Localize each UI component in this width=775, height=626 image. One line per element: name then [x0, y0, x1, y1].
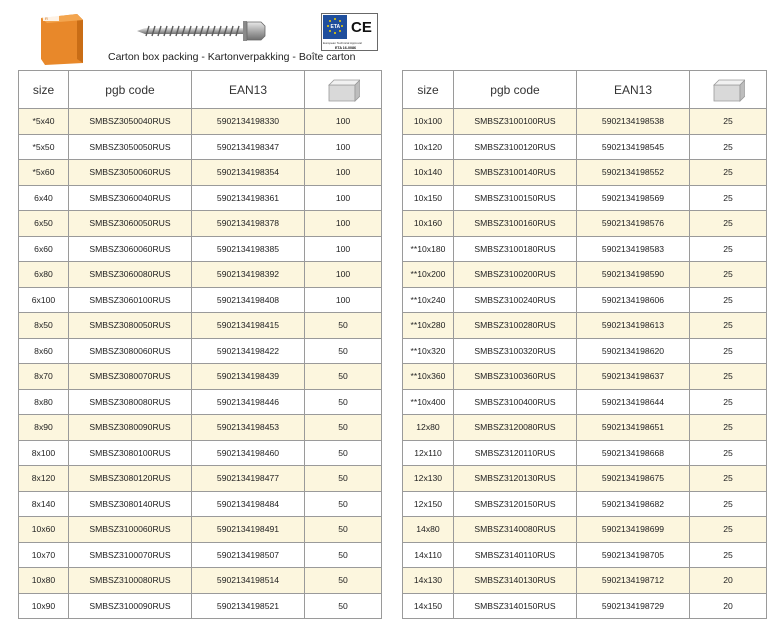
table-row [403, 262, 767, 288]
cell-ean13: 5902134198361 [192, 185, 305, 211]
table-row [403, 185, 767, 211]
table-row [19, 338, 382, 364]
cell-size: 8x70 [19, 364, 69, 390]
cell-pgb-code: SMBSZ3100180RUS [454, 236, 577, 262]
cell-pgb-code: SMBSZ3060100RUS [69, 287, 192, 313]
cell-ean13: 5902134198712 [577, 568, 690, 594]
cell-quantity: 100 [305, 160, 382, 186]
cell-ean13: 5902134198699 [577, 517, 690, 543]
cell-quantity: 50 [305, 466, 382, 492]
cell-pgb-code: SMBSZ3100320RUS [454, 338, 577, 364]
table-row [19, 466, 382, 492]
cell-ean13: 5902134198491 [192, 517, 305, 543]
header [0, 0, 775, 68]
cell-size: 14x130 [403, 568, 454, 594]
column-header-size: size [19, 71, 69, 109]
table-row [19, 542, 382, 568]
table-row [19, 262, 382, 288]
cell-quantity: 100 [305, 211, 382, 237]
cell-quantity: 50 [305, 415, 382, 441]
cell-quantity: 25 [690, 338, 767, 364]
cell-ean13: 5902134198668 [577, 440, 690, 466]
cell-quantity: 50 [305, 542, 382, 568]
cell-pgb-code: SMBSZ3050040RUS [69, 109, 192, 135]
cell-quantity: 25 [690, 542, 767, 568]
cell-ean13: 5902134198637 [577, 364, 690, 390]
cell-ean13: 5902134198422 [192, 338, 305, 364]
cell-size: **10x400 [403, 389, 454, 415]
cell-quantity: 50 [305, 593, 382, 619]
cell-size: 10x160 [403, 211, 454, 237]
cell-pgb-code: SMBSZ3100060RUS [69, 517, 192, 543]
cell-quantity: 50 [305, 517, 382, 543]
table-row [403, 287, 767, 313]
cell-pgb-code: SMBSZ3080120RUS [69, 466, 192, 492]
cell-pgb-code: SMBSZ3100200RUS [454, 262, 577, 288]
cell-pgb-code: SMBSZ3100120RUS [454, 134, 577, 160]
cell-size: **10x240 [403, 287, 454, 313]
cell-size: 8x90 [19, 415, 69, 441]
cell-pgb-code: SMBSZ3140130RUS [454, 568, 577, 594]
eta-ce-logo [321, 13, 378, 51]
packing-table-right [402, 70, 767, 619]
table-row [19, 517, 382, 543]
cell-size: 12x80 [403, 415, 454, 441]
cell-ean13: 5902134198354 [192, 160, 305, 186]
cell-ean13: 5902134198392 [192, 262, 305, 288]
table-row [19, 415, 382, 441]
cell-ean13: 5902134198729 [577, 593, 690, 619]
packing-table-left [18, 70, 382, 619]
concrete-screw-image [135, 18, 267, 44]
cell-ean13: 5902134198651 [577, 415, 690, 441]
table-row [403, 568, 767, 594]
cell-pgb-code: SMBSZ3080100RUS [69, 440, 192, 466]
cell-pgb-code: SMBSZ3060040RUS [69, 185, 192, 211]
cell-pgb-code: SMBSZ3060060RUS [69, 236, 192, 262]
cell-ean13: 5902134198477 [192, 466, 305, 492]
table-row [403, 491, 767, 517]
carton-box-icon [326, 77, 360, 103]
cell-size: 14x150 [403, 593, 454, 619]
cell-size: 12x150 [403, 491, 454, 517]
cell-quantity: 100 [305, 262, 382, 288]
cell-quantity: 25 [690, 236, 767, 262]
table-row [19, 313, 382, 339]
column-header-pgb-code: pgb code [454, 71, 577, 109]
cell-size: 14x110 [403, 542, 454, 568]
cell-pgb-code: SMBSZ3120080RUS [454, 415, 577, 441]
cell-ean13: 5902134198378 [192, 211, 305, 237]
cell-quantity: 25 [690, 109, 767, 135]
eta-logo-icon [321, 13, 378, 51]
cell-ean13: 5902134198330 [192, 109, 305, 135]
cell-quantity: 25 [690, 287, 767, 313]
cell-ean13: 5902134198415 [192, 313, 305, 339]
cell-quantity: 25 [690, 262, 767, 288]
svg-text:ETA: ETA [330, 24, 341, 30]
cell-pgb-code: SMBSZ3080050RUS [69, 313, 192, 339]
table-row [403, 466, 767, 492]
cell-size: **10x320 [403, 338, 454, 364]
table-row [403, 313, 767, 339]
cell-pgb-code: SMBSZ3080090RUS [69, 415, 192, 441]
cell-size: *5x50 [19, 134, 69, 160]
cell-ean13: 5902134198439 [192, 364, 305, 390]
table-row [403, 364, 767, 390]
cell-size: 8x50 [19, 313, 69, 339]
cell-size: 10x140 [403, 160, 454, 186]
cell-size: **10x360 [403, 364, 454, 390]
cell-pgb-code: SMBSZ3080060RUS [69, 338, 192, 364]
cell-ean13: 5902134198446 [192, 389, 305, 415]
cell-size: 8x60 [19, 338, 69, 364]
table-row [19, 364, 382, 390]
cell-size: 12x130 [403, 466, 454, 492]
table-row [403, 389, 767, 415]
cell-pgb-code: SMBSZ3060050RUS [69, 211, 192, 237]
cell-quantity: 25 [690, 389, 767, 415]
column-header-ean13: EAN13 [192, 71, 305, 109]
cell-quantity: 50 [305, 389, 382, 415]
cell-pgb-code: SMBSZ3100360RUS [454, 364, 577, 390]
table-row [403, 236, 767, 262]
cell-pgb-code: SMBSZ3140110RUS [454, 542, 577, 568]
cell-pgb-code: SMBSZ3100080RUS [69, 568, 192, 594]
table-header-row [19, 71, 382, 109]
cell-pgb-code: SMBSZ3080080RUS [69, 389, 192, 415]
cell-quantity: 25 [690, 466, 767, 492]
cell-pgb-code: SMBSZ3140150RUS [454, 593, 577, 619]
table-row [19, 568, 382, 594]
cell-quantity: 50 [305, 440, 382, 466]
cell-ean13: 5902134198583 [577, 236, 690, 262]
cell-size: 8x80 [19, 389, 69, 415]
cell-pgb-code: SMBSZ3140080RUS [454, 517, 577, 543]
cell-size: **10x200 [403, 262, 454, 288]
cell-quantity: 100 [305, 236, 382, 262]
cell-size: 10x100 [403, 109, 454, 135]
cell-quantity: 50 [305, 313, 382, 339]
cell-pgb-code: SMBSZ3100140RUS [454, 160, 577, 186]
cell-size: 10x80 [19, 568, 69, 594]
cell-size: *5x40 [19, 109, 69, 135]
cell-pgb-code: SMBSZ3120110RUS [454, 440, 577, 466]
cell-ean13: 5902134198569 [577, 185, 690, 211]
cell-ean13: 5902134198507 [192, 542, 305, 568]
cell-pgb-code: SMBSZ3100090RUS [69, 593, 192, 619]
cell-quantity: 100 [305, 109, 382, 135]
cell-pgb-code: SMBSZ3050050RUS [69, 134, 192, 160]
cell-size: 12x110 [403, 440, 454, 466]
cell-quantity: 25 [690, 440, 767, 466]
cell-quantity: 25 [690, 211, 767, 237]
cell-size: 10x90 [19, 593, 69, 619]
cell-size: 8x100 [19, 440, 69, 466]
cell-ean13: 5902134198552 [577, 160, 690, 186]
cell-size: **10x180 [403, 236, 454, 262]
cell-ean13: 5902134198453 [192, 415, 305, 441]
cell-quantity: 25 [690, 134, 767, 160]
table-row [19, 287, 382, 313]
cell-ean13: 5902134198460 [192, 440, 305, 466]
cell-ean13: 5902134198682 [577, 491, 690, 517]
column-header-ean13: EAN13 [577, 71, 690, 109]
cell-quantity: 20 [690, 568, 767, 594]
table-row [19, 134, 382, 160]
cell-ean13: 5902134198385 [192, 236, 305, 262]
cell-pgb-code: SMBSZ3100150RUS [454, 185, 577, 211]
cell-ean13: 5902134198347 [192, 134, 305, 160]
cell-size: **10x280 [403, 313, 454, 339]
table-row [403, 542, 767, 568]
table-row [403, 160, 767, 186]
svg-text:ETA 16-0086: ETA 16-0086 [335, 46, 356, 50]
cell-quantity: 25 [690, 160, 767, 186]
table-row [403, 134, 767, 160]
table-row [19, 236, 382, 262]
cell-ean13: 5902134198408 [192, 287, 305, 313]
cell-size: 14x80 [403, 517, 454, 543]
svg-text:R: R [45, 16, 48, 21]
cell-pgb-code: SMBSZ3100160RUS [454, 211, 577, 237]
cell-quantity: 25 [690, 415, 767, 441]
table-row [19, 185, 382, 211]
cell-pgb-code: SMBSZ3100280RUS [454, 313, 577, 339]
cell-size: 8x140 [19, 491, 69, 517]
cell-quantity: 25 [690, 185, 767, 211]
cell-quantity: 50 [305, 364, 382, 390]
cell-size: *5x60 [19, 160, 69, 186]
cell-size: 6x100 [19, 287, 69, 313]
cell-ean13: 5902134198644 [577, 389, 690, 415]
cell-size: 10x150 [403, 185, 454, 211]
table-row [403, 211, 767, 237]
cell-ean13: 5902134198484 [192, 491, 305, 517]
cell-ean13: 5902134198514 [192, 568, 305, 594]
cell-size: 6x50 [19, 211, 69, 237]
table-row [403, 517, 767, 543]
packing-caption: Carton box packing - Kartonverpakking - Boîte carton [108, 51, 356, 63]
cell-pgb-code: SMBSZ3100070RUS [69, 542, 192, 568]
cell-quantity: 20 [690, 593, 767, 619]
table-row [403, 109, 767, 135]
cell-quantity: 100 [305, 287, 382, 313]
table-row [19, 160, 382, 186]
carton-box-image [39, 12, 85, 65]
cell-pgb-code: SMBSZ3100400RUS [454, 389, 577, 415]
cell-quantity: 100 [305, 185, 382, 211]
cell-quantity: 50 [305, 338, 382, 364]
column-header-size: size [403, 71, 454, 109]
cell-quantity: 50 [305, 491, 382, 517]
cell-quantity: 100 [305, 134, 382, 160]
cell-size: 6x80 [19, 262, 69, 288]
cell-ean13: 5902134198576 [577, 211, 690, 237]
column-header-quantity [305, 71, 382, 109]
svg-text:European Technical Approval: European Technical Approval [323, 41, 362, 45]
table-row [403, 338, 767, 364]
cell-pgb-code: SMBSZ3100100RUS [454, 109, 577, 135]
column-header-quantity [690, 71, 767, 109]
cell-ean13: 5902134198538 [577, 109, 690, 135]
table-row [19, 211, 382, 237]
cell-pgb-code: SMBSZ3120150RUS [454, 491, 577, 517]
cell-quantity: 50 [305, 568, 382, 594]
table-row [19, 593, 382, 619]
cell-pgb-code: SMBSZ3060080RUS [69, 262, 192, 288]
cell-pgb-code: SMBSZ3080140RUS [69, 491, 192, 517]
table-row [403, 415, 767, 441]
cell-ean13: 5902134198705 [577, 542, 690, 568]
cell-ean13: 5902134198521 [192, 593, 305, 619]
table-row [19, 491, 382, 517]
table-row [19, 440, 382, 466]
cell-pgb-code: SMBSZ3100240RUS [454, 287, 577, 313]
cell-pgb-code: SMBSZ3050060RUS [69, 160, 192, 186]
cell-size: 10x120 [403, 134, 454, 160]
table-row [19, 389, 382, 415]
cell-quantity: 25 [690, 313, 767, 339]
table-row [403, 440, 767, 466]
cell-quantity: 25 [690, 517, 767, 543]
cell-pgb-code: SMBSZ3080070RUS [69, 364, 192, 390]
cell-pgb-code: SMBSZ3120130RUS [454, 466, 577, 492]
cell-size: 8x120 [19, 466, 69, 492]
cell-ean13: 5902134198620 [577, 338, 690, 364]
cell-quantity: 25 [690, 491, 767, 517]
table-row [19, 109, 382, 135]
column-header-pgb-code: pgb code [69, 71, 192, 109]
cell-size: 10x70 [19, 542, 69, 568]
cell-ean13: 5902134198545 [577, 134, 690, 160]
cell-size: 10x60 [19, 517, 69, 543]
table-header-row [403, 71, 767, 109]
cell-quantity: 25 [690, 364, 767, 390]
svg-text:CE: CE [351, 19, 372, 36]
table-row [403, 593, 767, 619]
cell-ean13: 5902134198590 [577, 262, 690, 288]
cell-ean13: 5902134198606 [577, 287, 690, 313]
cell-ean13: 5902134198675 [577, 466, 690, 492]
carton-box-icon [711, 77, 745, 103]
cell-size: 6x60 [19, 236, 69, 262]
cell-size: 6x40 [19, 185, 69, 211]
cell-ean13: 5902134198613 [577, 313, 690, 339]
